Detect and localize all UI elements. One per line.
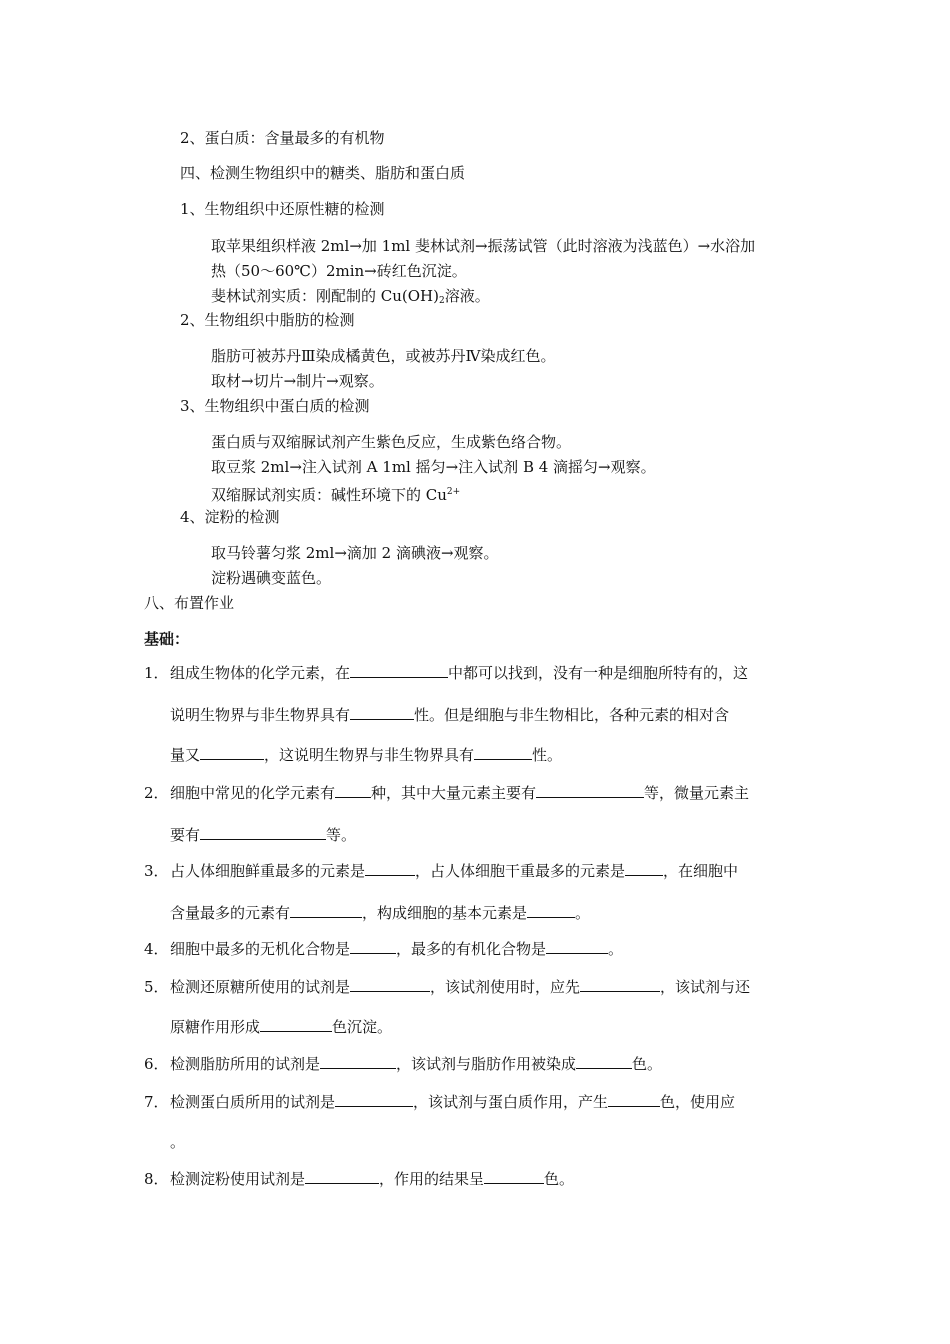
question-3: 3．占人体细胞鲜重最多的元素是 ，占人体细胞干重最多的元素是 ，在细胞中 (144, 862, 739, 880)
fat-line2: 取材→切片→制片→观察。 (211, 372, 384, 390)
question-4: 4．细胞中最多的无机化合物是 ，最多的有机化合物是 。 (144, 940, 624, 958)
protein-line2: 取豆浆 2ml→注入试剂 A 1ml 摇匀→注入试剂 B 4 滴摇匀→观察。 (211, 458, 656, 476)
sugar-step-line1: 取苹果组织样液 2ml→加 1ml 斐林试剂→振荡试管（此时溶液为浅蓝色）→水浴加 (211, 237, 756, 255)
sugar-step-line2: 热（50～60℃）2min→砖红色沉淀。 (211, 262, 467, 280)
question-2-line2: 要有 等。 (170, 826, 357, 844)
question-8: 8．检测淀粉使用试剂是 ，作用的结果呈 色。 (144, 1170, 575, 1188)
fat-test-title: 2、生物组织中脂肪的检测 (180, 311, 355, 329)
question-7-line2: 。 (170, 1133, 186, 1151)
answer-blank[interactable] (365, 861, 415, 876)
answer-blank[interactable] (200, 825, 326, 840)
basic-label: 基础： (144, 630, 190, 648)
question-number: 6． (144, 1055, 169, 1073)
answer-blank[interactable] (625, 861, 663, 876)
answer-blank[interactable] (350, 705, 414, 720)
answer-blank[interactable] (335, 783, 371, 798)
fehling-essence: 斐林试剂实质：刚配制的 $Cu(OH)_2$溶液。 (211, 287, 490, 306)
answer-blank[interactable] (335, 1092, 413, 1107)
answer-blank[interactable] (608, 1092, 660, 1107)
question-5-line2: 原糖作用形成 色沉淀。 (170, 1018, 393, 1036)
question-number: 7． (144, 1093, 169, 1111)
question-1-line2: 说明生物界与非生物界具有 性。但是细胞与非生物相比，各种元素的相对含 (170, 706, 730, 724)
question-3-line2: 含量最多的元素有 ，构成细胞的基本元素是 。 (170, 904, 591, 922)
answer-blank[interactable] (350, 663, 448, 678)
sugar-test-title: 1、生物组织中还原性糖的检测 (180, 200, 385, 218)
question-1-line3: 量又 ，这说明生物界与非生物界具有 性。 (170, 746, 563, 764)
answer-blank[interactable] (305, 1169, 379, 1184)
question-5: 5．检测还原糖所使用的试剂是 ，该试剂使用时，应先 ，该试剂与还 (144, 978, 751, 996)
question-number: 4． (144, 940, 169, 958)
question-7: 7．检测蛋白质所用的试剂是 ，该试剂与蛋白质作用，产生 色，使用应 (144, 1093, 736, 1111)
protein-test-title: 3、生物组织中蛋白质的检测 (180, 397, 370, 415)
protein-line1: 蛋白质与双缩脲试剂产生紫色反应，生成紫色络合物。 (211, 433, 572, 451)
question-number: 8． (144, 1170, 169, 1188)
homework-title: 八、布置作业 (144, 594, 235, 612)
answer-blank[interactable] (580, 977, 660, 992)
fat-line1: 脂肪可被苏丹Ⅲ染成橘黄色，或被苏丹Ⅳ染成红色。 (211, 347, 556, 365)
answer-blank[interactable] (290, 903, 362, 918)
question-number: 1． (144, 664, 169, 682)
protein-heading: 2、蛋白质：含量最多的有机物 (180, 129, 385, 147)
answer-blank[interactable] (576, 1054, 632, 1069)
answer-blank[interactable] (474, 745, 532, 760)
question-number: 5． (144, 978, 169, 996)
section4-title: 四、检测生物组织中的糖类、脂肪和蛋白质 (180, 164, 466, 182)
question-1: 1．组成生物体的化学元素，在 中都可以找到，没有一种是细胞所特有的，这 (144, 664, 749, 682)
question-2: 2．细胞中常见的化学元素有 种，其中大量元素主要有 等，微量元素主 (144, 784, 750, 802)
starch-line1: 取马铃薯匀浆 2ml→滴加 2 滴碘液→观察。 (211, 544, 499, 562)
answer-blank[interactable] (260, 1017, 332, 1032)
question-6: 6．检测脂肪所用的试剂是 ，该试剂与脂肪作用被染成 色。 (144, 1055, 663, 1073)
answer-blank[interactable] (350, 977, 430, 992)
answer-blank[interactable] (527, 903, 575, 918)
answer-blank[interactable] (200, 745, 264, 760)
answer-blank[interactable] (350, 939, 396, 954)
answer-blank[interactable] (320, 1054, 396, 1069)
answer-blank[interactable] (546, 939, 608, 954)
answer-blank[interactable] (484, 1169, 544, 1184)
question-number: 3． (144, 862, 169, 880)
starch-line2: 淀粉遇碘变蓝色。 (211, 569, 332, 587)
question-number: 2． (144, 784, 169, 802)
biuret-essence: 双缩脲试剂实质：碱性环境下的 $Cu^{2+}$ (211, 486, 461, 504)
starch-test-title: 4、淀粉的检测 (180, 508, 280, 526)
answer-blank[interactable] (536, 783, 644, 798)
